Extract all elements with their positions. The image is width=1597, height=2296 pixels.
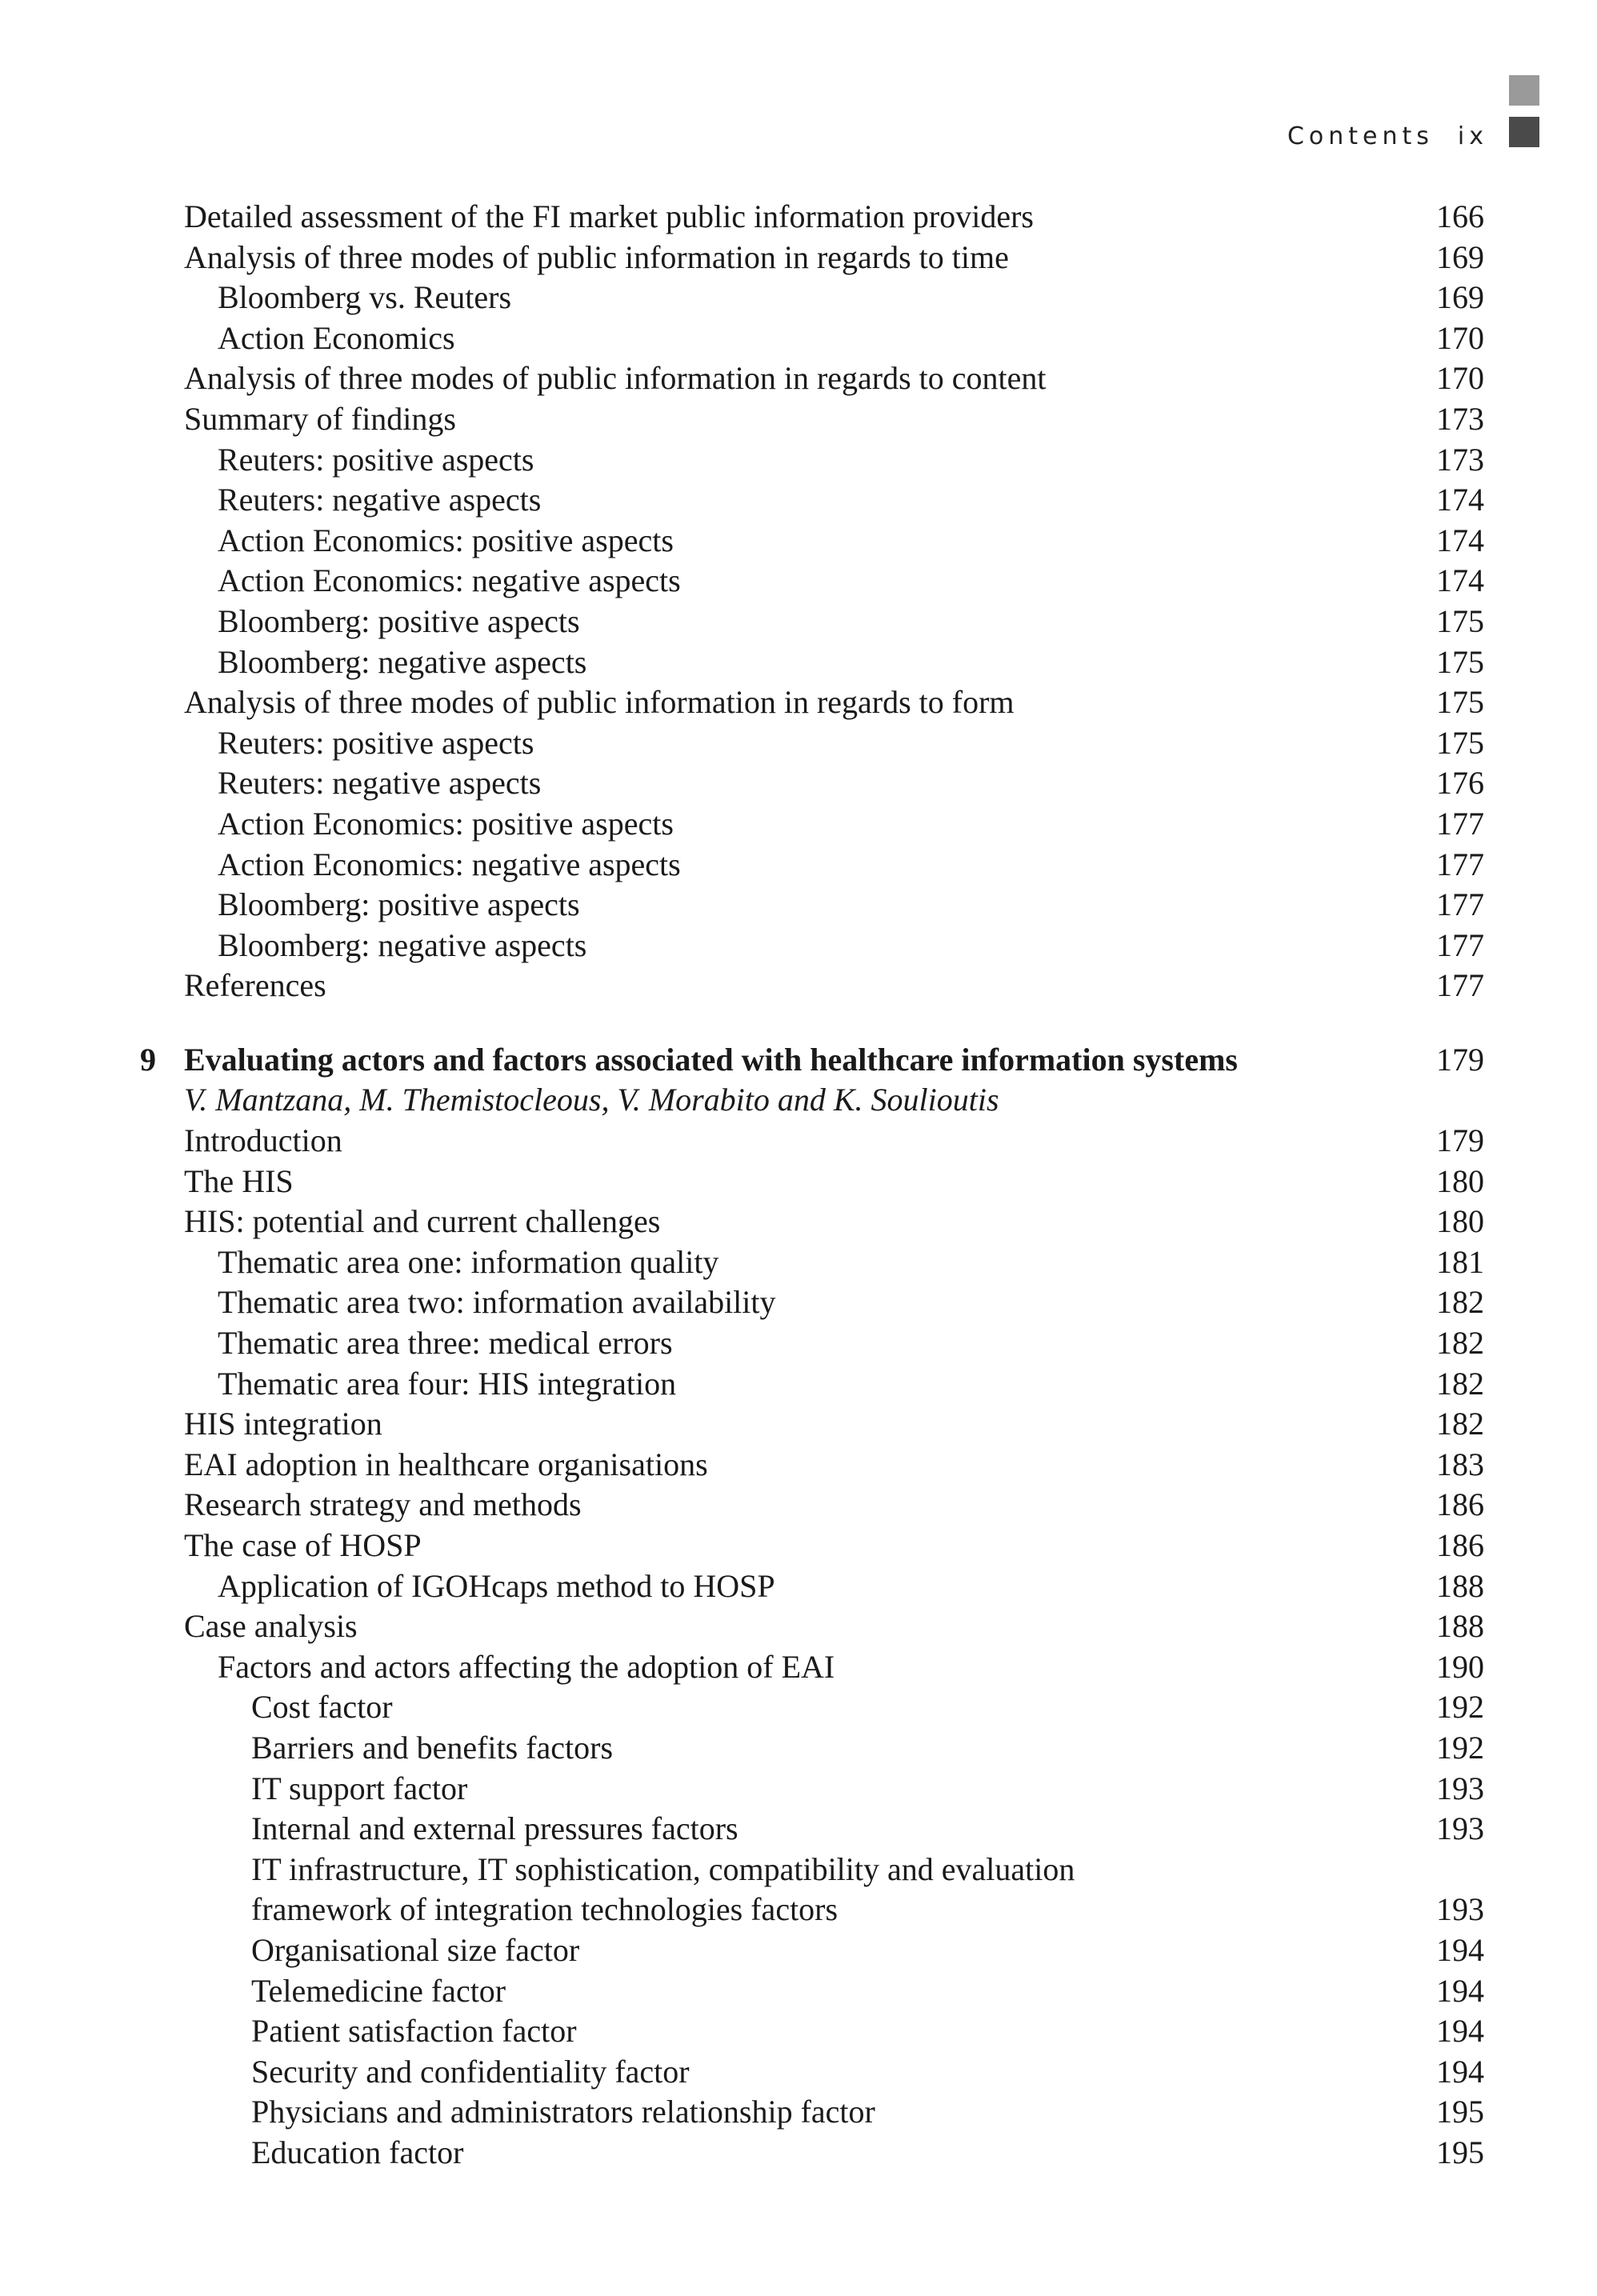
toc-entry-title: Action Economics: negative aspects: [218, 846, 681, 882]
toc-entry: [140, 2052, 1484, 2093]
toc-entry: [140, 238, 1484, 278]
toc-entry: [140, 966, 1484, 1006]
toc-entry-title: The case of HOSP: [184, 1527, 422, 1563]
toc-entry-title: Bloomberg: positive aspects: [218, 886, 580, 923]
toc-entry-title: Reuters: positive aspects: [218, 724, 534, 761]
toc-entry-page: 177: [1436, 926, 1484, 963]
toc-entry-page: 192: [1436, 1729, 1484, 1766]
toc-entry-page: 188: [1436, 1608, 1484, 1645]
toc-entry-page: 175: [1436, 684, 1484, 721]
toc-entry-page: 166: [1436, 198, 1484, 234]
toc-entry: [140, 1485, 1484, 1526]
toc-entry-title: The HIS: [184, 1162, 294, 1199]
toc-entry-title: Internal and external pressures factors: [251, 1810, 738, 1847]
running-head-title: Contents: [1287, 122, 1434, 150]
toc-entry-page: 194: [1436, 1931, 1484, 1968]
toc-entry-title: Action Economics: [218, 319, 455, 356]
toc-entry-page: 174: [1436, 562, 1484, 599]
toc-entry: [140, 926, 1484, 966]
toc-entry-title: HIS integration: [184, 1406, 382, 1442]
toc-entry-title: Analysis of three modes of public information in regards to time: [184, 238, 1009, 275]
chapter-authors: V. Mantzana, M. Themistocleous, V. Morabito and K. Soulioutis: [184, 1082, 999, 1118]
toc-entry-title: Security and confidentiality factor: [251, 2053, 690, 2090]
toc-entry-page: 195: [1436, 2094, 1484, 2130]
toc-entry: [140, 1242, 1484, 1283]
toc-entry: [140, 480, 1484, 521]
toc-entry-title: Cost factor: [251, 1689, 393, 1726]
toc-entry-page: 181: [1436, 1243, 1484, 1280]
toc-entry-page: 170: [1436, 319, 1484, 356]
toc-entry: [140, 318, 1484, 359]
toc-entry-page: 175: [1436, 643, 1484, 680]
page-number: ix: [1457, 122, 1488, 150]
toc-entry-title: Bloomberg: negative aspects: [218, 926, 587, 963]
toc-entry-page: 173: [1436, 441, 1484, 478]
toc-entry: [140, 642, 1484, 683]
toc-entry: [140, 602, 1484, 642]
toc-entry-title: Application of IGOHcaps method to HOSP: [218, 1567, 775, 1604]
toc-entry: [140, 804, 1484, 845]
toc-entry-title: Thematic area three: medical errors: [218, 1325, 673, 1362]
toc-entry-title: Thematic area four: HIS integration: [218, 1365, 677, 1402]
corner-marker-light: [1509, 75, 1539, 106]
toc-entry-page: 190: [1436, 1648, 1484, 1685]
toc-entry-page: 193: [1436, 1891, 1484, 1928]
toc-entry: [140, 763, 1484, 804]
chapter-heading: [140, 1040, 1484, 1081]
toc-entry: [140, 1202, 1484, 1242]
toc-entry-title: EAI adoption in healthcare organisations: [184, 1446, 708, 1482]
toc-entry-page: 180: [1436, 1203, 1484, 1240]
toc-entry: [140, 358, 1484, 399]
toc-entry: [140, 399, 1484, 440]
toc-entry-title: References: [184, 967, 326, 1004]
toc-entry: [140, 682, 1484, 723]
toc-entry: [140, 1364, 1484, 1405]
toc-entry-page: 175: [1436, 602, 1484, 639]
toc-entry-page: 177: [1436, 886, 1484, 923]
toc-entry: [140, 1162, 1484, 1202]
toc-entry-title: Education factor: [251, 2134, 464, 2170]
toc-entry-title: Thematic area two: information availability: [218, 1284, 776, 1321]
toc-entry-title: HIS: potential and current challenges: [184, 1203, 661, 1240]
running-head: [1287, 120, 1488, 152]
toc-entry-title: Reuters: negative aspects: [218, 482, 542, 518]
toc-entry-page: 193: [1436, 1770, 1484, 1806]
toc-entry: [140, 1769, 1484, 1810]
toc-entry-page: 182: [1436, 1284, 1484, 1321]
chapter-title: Evaluating actors and factors associated with healthcare information systems: [184, 1041, 1238, 1078]
toc-entry-page: 182: [1436, 1406, 1484, 1442]
toc-entry-title: Patient satisfaction factor: [251, 2013, 577, 2050]
toc-entry-page: 174: [1436, 482, 1484, 518]
toc-entry-title: Summary of findings: [184, 400, 456, 437]
toc-entry-page: 194: [1436, 2013, 1484, 2050]
toc-entry: [140, 1850, 1484, 1890]
toc-entry-title: Action Economics: positive aspects: [218, 522, 674, 558]
toc-entry: [140, 885, 1484, 926]
toc-entry: [140, 561, 1484, 602]
toc-entry: [140, 2011, 1484, 2052]
toc-entry-page: 173: [1436, 400, 1484, 437]
table-of-contents: [140, 197, 1484, 2174]
toc-entry: [140, 1647, 1484, 1688]
toc-entry-title: IT support factor: [251, 1770, 468, 1806]
toc-entry-page: 175: [1436, 724, 1484, 761]
toc-entry-page: 174: [1436, 522, 1484, 558]
toc-entry: [140, 1728, 1484, 1769]
toc-entry: [140, 1526, 1484, 1566]
toc-entry-title: Introduction: [184, 1122, 342, 1159]
toc-entry-title: Detailed assessment of the FI market public information providers: [184, 198, 1034, 234]
toc-entry-page: 180: [1436, 1162, 1484, 1199]
toc-entry-page: 195: [1436, 2134, 1484, 2170]
toc-entry-title: Reuters: negative aspects: [218, 765, 542, 802]
toc-entry-title: IT infrastructure, IT sophistication, compatibility and evaluation: [251, 1850, 1075, 1887]
chapter-authors-row: [140, 1080, 1484, 1121]
toc-entry-page: 194: [1436, 2053, 1484, 2090]
toc-entry-page: 194: [1436, 1972, 1484, 2009]
chapter-number: 9: [140, 1041, 156, 1078]
toc-entry: [140, 2133, 1484, 2174]
toc-entry: [140, 1282, 1484, 1323]
toc-entry-title: Bloomberg vs. Reuters: [218, 279, 512, 316]
toc-entry: [140, 1323, 1484, 1364]
toc-entry-page: 169: [1436, 279, 1484, 316]
toc-entry: [140, 1121, 1484, 1162]
toc-entry: [140, 278, 1484, 318]
toc-entry-title: Physicians and administrators relationship factor: [251, 2094, 875, 2130]
toc-entry: [140, 521, 1484, 562]
toc-entry-title: Barriers and benefits factors: [251, 1729, 614, 1766]
toc-entry: [140, 845, 1484, 886]
toc-entry-title: Bloomberg: negative aspects: [218, 643, 587, 680]
toc-entry-title: Factors and actors affecting the adoption of EAI: [218, 1648, 835, 1685]
toc-entry-page: 179: [1436, 1122, 1484, 1159]
toc-entry-page: 182: [1436, 1325, 1484, 1362]
toc-entry: [140, 197, 1484, 238]
toc-entry: [140, 1404, 1484, 1445]
toc-entry: [140, 1606, 1484, 1647]
toc-entry-page: 186: [1436, 1486, 1484, 1523]
chapter-page: 179: [1436, 1041, 1484, 1078]
toc-entry-title: Analysis of three modes of public information in regards to content: [184, 360, 1047, 397]
toc-entry-page: 182: [1436, 1365, 1484, 1402]
toc-entry-page: 188: [1436, 1567, 1484, 1604]
toc-entry-page: 183: [1436, 1446, 1484, 1482]
toc-entry-page: 177: [1436, 846, 1484, 882]
toc-entry: [140, 440, 1484, 481]
toc-entry: [140, 1971, 1484, 2012]
toc-entry: [140, 1890, 1484, 1930]
toc-entry-title: Action Economics: positive aspects: [218, 805, 674, 842]
corner-marker-dark: [1509, 117, 1539, 147]
toc-entry: [140, 2092, 1484, 2133]
toc-entry: [140, 1566, 1484, 1607]
toc-entry: [140, 1930, 1484, 1971]
toc-entry-title: Analysis of three modes of public information in regards to form: [184, 684, 1015, 721]
toc-entry-page: 169: [1436, 238, 1484, 275]
toc-entry-page: 186: [1436, 1527, 1484, 1563]
toc-entry-page: 176: [1436, 765, 1484, 802]
toc-entry-title: Bloomberg: positive aspects: [218, 602, 580, 639]
toc-entry: [140, 1687, 1484, 1728]
toc-entry-page: 192: [1436, 1689, 1484, 1726]
toc-entry: [140, 723, 1484, 764]
toc-entry-title: Telemedicine factor: [251, 1972, 506, 2009]
toc-entry-title: Thematic area one: information quality: [218, 1243, 719, 1280]
toc-entry-page: 177: [1436, 805, 1484, 842]
toc-entry-title: Case analysis: [184, 1608, 358, 1645]
toc-entry: [140, 1809, 1484, 1850]
toc-entry-title: Research strategy and methods: [184, 1486, 582, 1523]
toc-entry-page: 170: [1436, 360, 1484, 397]
toc-entry-title: Reuters: positive aspects: [218, 441, 534, 478]
toc-entry-title: framework of integration technologies factors: [251, 1891, 839, 1928]
toc-entry-title: Organisational size factor: [251, 1931, 580, 1968]
toc-entry-page: 177: [1436, 967, 1484, 1004]
toc-entry: [140, 1445, 1484, 1486]
toc-entry-page: 193: [1436, 1810, 1484, 1847]
toc-entry-title: Action Economics: negative aspects: [218, 562, 681, 599]
